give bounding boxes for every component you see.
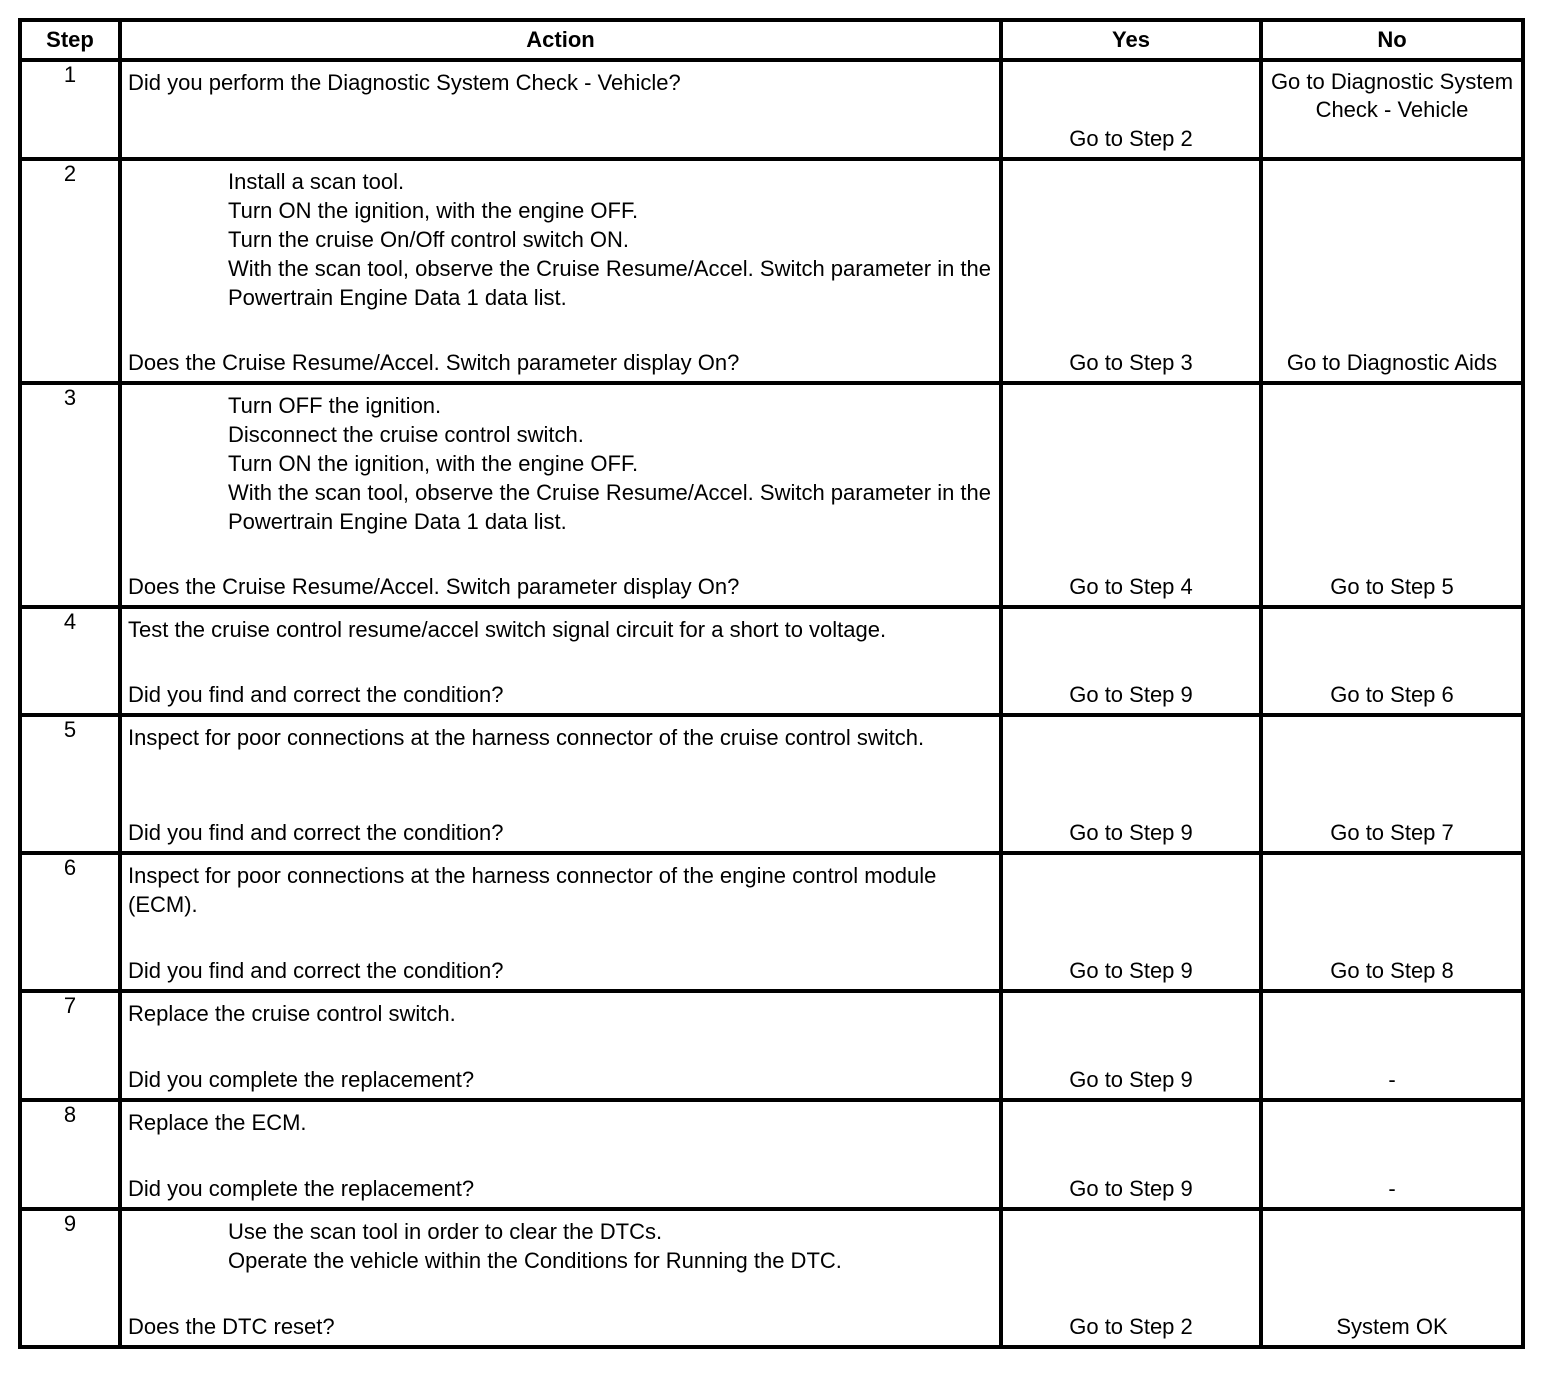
header-action: Action bbox=[120, 20, 1001, 60]
table-row bbox=[20, 60, 1523, 159]
header-step: Step bbox=[20, 20, 120, 60]
header-yes: Yes bbox=[1001, 20, 1261, 60]
yes-result: Go to Step 9 bbox=[1069, 682, 1193, 707]
no-result: Go to Step 7 bbox=[1330, 820, 1454, 845]
action-line: With the scan tool, observe the Cruise Resume/Accel. Switch parameter in the Powertrain Engine Data 1 data list. bbox=[228, 480, 992, 534]
action-question: Does the DTC reset? bbox=[128, 1314, 335, 1339]
yes-cell bbox=[1001, 159, 1261, 383]
yes-result: Go to Step 4 bbox=[1069, 574, 1193, 599]
action-instructions bbox=[128, 68, 993, 97]
action-line: Did you perform the Diagnostic System Check - Vehicle? bbox=[128, 70, 681, 95]
step-number: 2 bbox=[20, 159, 120, 383]
step-number: 5 bbox=[20, 715, 120, 853]
no-cell bbox=[1261, 607, 1523, 715]
no-cell bbox=[1261, 715, 1523, 853]
step-number: 7 bbox=[20, 991, 120, 1100]
step-number: 6 bbox=[20, 853, 120, 991]
action-line: With the scan tool, observe the Cruise Resume/Accel. Switch parameter in the Powertrain Engine Data 1 data list. bbox=[228, 256, 992, 310]
yes-cell bbox=[1001, 1209, 1261, 1347]
action-question: Does the Cruise Resume/Accel. Switch parameter display On? bbox=[128, 574, 740, 599]
no-result: - bbox=[1388, 1176, 1396, 1201]
action-cell bbox=[120, 853, 1001, 991]
action-question: Did you find and correct the condition? bbox=[128, 820, 504, 845]
no-cell bbox=[1261, 1209, 1523, 1347]
action-cell bbox=[120, 715, 1001, 853]
table-body bbox=[20, 60, 1523, 1347]
action-line: Install a scan tool. bbox=[228, 169, 405, 194]
action-question: Did you complete the replacement? bbox=[128, 1176, 475, 1201]
action-cell bbox=[120, 1100, 1001, 1209]
action-instructions bbox=[228, 1217, 993, 1275]
no-cell bbox=[1261, 853, 1523, 991]
action-question: Did you find and correct the condition? bbox=[128, 682, 504, 707]
yes-cell bbox=[1001, 60, 1261, 159]
table-row bbox=[20, 383, 1523, 607]
action-line: Disconnect the cruise control switch. bbox=[228, 422, 584, 447]
action-line: Inspect for poor connections at the harness connector of the engine control module (ECM). bbox=[128, 863, 937, 917]
action-line: Replace the ECM. bbox=[128, 1110, 307, 1135]
action-instructions bbox=[128, 861, 993, 919]
header-row bbox=[20, 20, 1523, 60]
no-result: System OK bbox=[1336, 1314, 1448, 1339]
yes-cell bbox=[1001, 991, 1261, 1100]
no-result: Go to Step 6 bbox=[1330, 682, 1454, 707]
action-line: Test the cruise control resume/accel switch signal circuit for a short to voltage. bbox=[128, 617, 887, 642]
yes-result: Go to Step 2 bbox=[1069, 126, 1193, 151]
action-instructions bbox=[228, 167, 993, 312]
table-row bbox=[20, 1209, 1523, 1347]
diagnostic-table bbox=[18, 18, 1525, 1349]
action-question: Does the Cruise Resume/Accel. Switch parameter display On? bbox=[128, 350, 740, 375]
no-result: - bbox=[1388, 1067, 1396, 1092]
step-number: 1 bbox=[20, 60, 120, 159]
no-cell bbox=[1261, 991, 1523, 1100]
yes-cell bbox=[1001, 607, 1261, 715]
action-line: Turn OFF the ignition. bbox=[228, 393, 442, 418]
yes-result: Go to Step 2 bbox=[1069, 1314, 1193, 1339]
action-cell bbox=[120, 60, 1001, 159]
action-cell bbox=[120, 607, 1001, 715]
no-cell bbox=[1261, 383, 1523, 607]
no-result: Go to Diagnostic Aids bbox=[1286, 350, 1498, 375]
action-cell bbox=[120, 991, 1001, 1100]
step-number: 4 bbox=[20, 607, 120, 715]
action-line: Inspect for poor connections at the harness connector of the cruise control switch. bbox=[128, 725, 925, 750]
action-line: Operate the vehicle within the Conditions for Running the DTC. bbox=[228, 1248, 842, 1273]
action-instructions bbox=[128, 723, 993, 752]
action-line: Turn ON the ignition, with the engine OFF. bbox=[228, 451, 639, 476]
no-result: Go to Diagnostic System Check - Vehicle bbox=[1270, 69, 1514, 122]
step-number: 9 bbox=[20, 1209, 120, 1347]
no-cell bbox=[1261, 1100, 1523, 1209]
yes-result: Go to Step 9 bbox=[1069, 1067, 1193, 1092]
step-number: 8 bbox=[20, 1100, 120, 1209]
action-question: Did you complete the replacement? bbox=[128, 1067, 475, 1092]
step-number: 3 bbox=[20, 383, 120, 607]
yes-result: Go to Step 9 bbox=[1069, 1176, 1193, 1201]
action-question: Did you find and correct the condition? bbox=[128, 958, 504, 983]
yes-result: Go to Step 9 bbox=[1069, 820, 1193, 845]
action-line: Use the scan tool in order to clear the DTCs. bbox=[228, 1219, 663, 1244]
table-row bbox=[20, 159, 1523, 383]
action-line: Turn ON the ignition, with the engine OFF. bbox=[228, 198, 639, 223]
yes-result: Go to Step 9 bbox=[1069, 958, 1193, 983]
table-row bbox=[20, 715, 1523, 853]
header-no: No bbox=[1261, 20, 1523, 60]
yes-cell bbox=[1001, 383, 1261, 607]
action-cell bbox=[120, 159, 1001, 383]
action-cell bbox=[120, 1209, 1001, 1347]
yes-result: Go to Step 3 bbox=[1069, 350, 1193, 375]
no-result: Go to Step 5 bbox=[1330, 574, 1454, 599]
action-instructions bbox=[228, 391, 993, 536]
no-cell bbox=[1261, 159, 1523, 383]
table-row bbox=[20, 991, 1523, 1100]
no-cell bbox=[1261, 60, 1523, 159]
table-row bbox=[20, 853, 1523, 991]
action-line: Turn the cruise On/Off control switch ON. bbox=[228, 227, 630, 252]
table-row bbox=[20, 607, 1523, 715]
action-instructions bbox=[128, 1108, 993, 1137]
yes-cell bbox=[1001, 1100, 1261, 1209]
action-instructions bbox=[128, 999, 993, 1028]
table-row bbox=[20, 1100, 1523, 1209]
yes-cell bbox=[1001, 853, 1261, 991]
no-result: Go to Step 8 bbox=[1330, 958, 1454, 983]
action-instructions bbox=[128, 615, 993, 644]
yes-cell bbox=[1001, 715, 1261, 853]
action-line: Replace the cruise control switch. bbox=[128, 1001, 456, 1026]
action-cell bbox=[120, 383, 1001, 607]
